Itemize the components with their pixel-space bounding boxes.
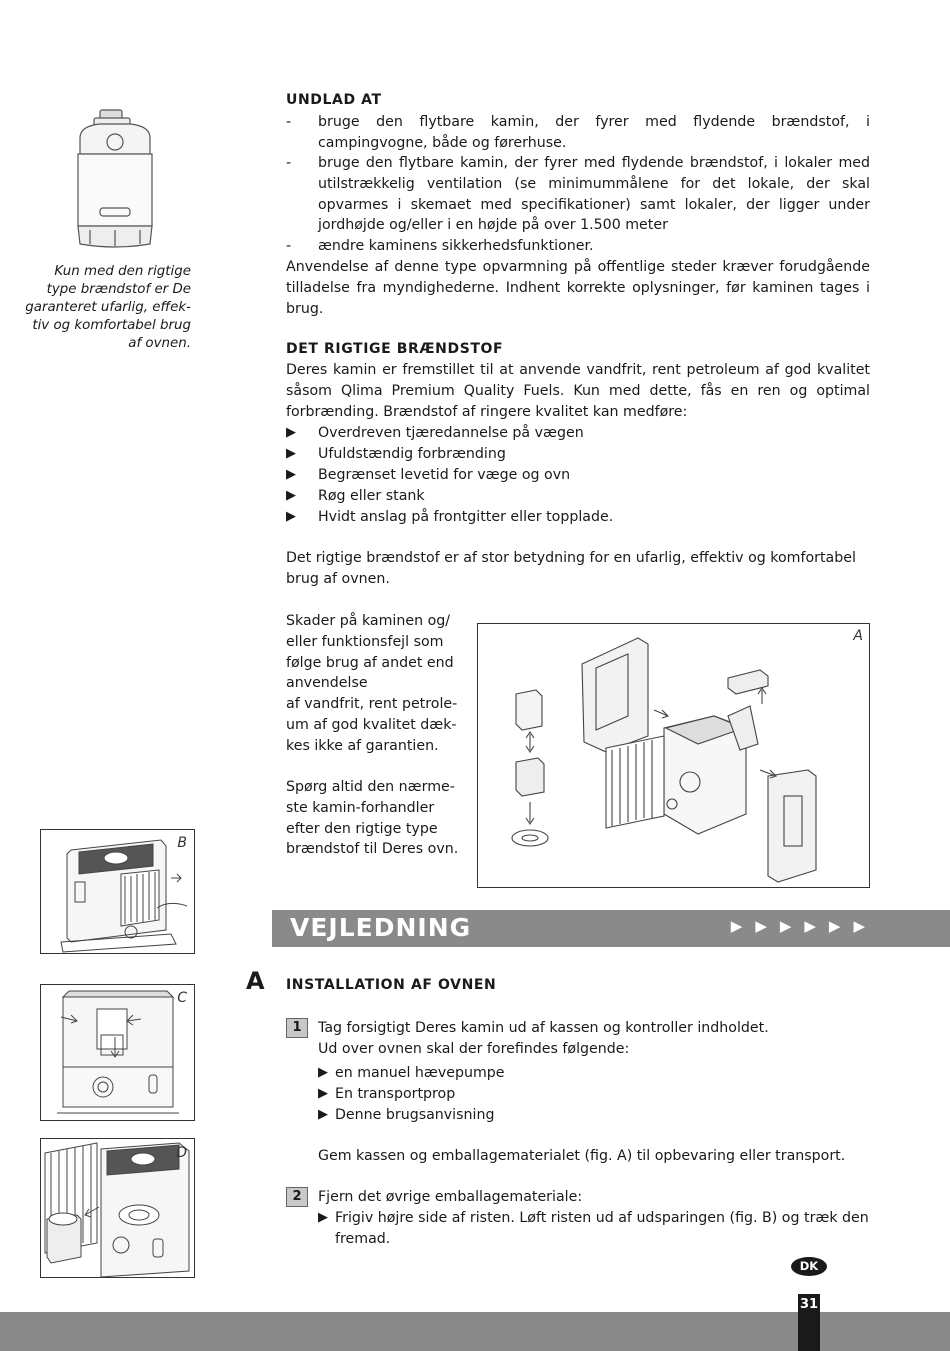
stove-top-diagram — [41, 985, 194, 1120]
grill-removal-diagram — [41, 830, 194, 953]
list-item: - ændre kaminens sikkerhedsfunktioner. — [286, 238, 594, 254]
public-use-paragraph: Anvendelse af denne type opvarmning på offentlige steder kræver forudgående tilladelse fra myndighederne. Indhent korrekte oplysninger, før kaminen tages i brug. — [286, 259, 870, 317]
fuel-note-paragraph: Det rigtige brændstof er af stor betydning for en ufarlig, effektiv og komfortabel brug af ovnen. — [286, 550, 856, 587]
section-letter: A — [246, 967, 265, 995]
banner-arrow-icons: ▶▶▶▶▶▶ — [730, 917, 878, 935]
step-number: 1 — [286, 1018, 308, 1038]
step-number: 2 — [286, 1187, 308, 1207]
figure-d-packaging-removal — [40, 1138, 195, 1278]
dealer-note: Spørg altid den nærme- ste kamin-forhandler efter den rigtige type brændstof til Deres ovn. — [286, 779, 459, 858]
figure-label: D — [176, 1145, 187, 1161]
language-badge: DK — [791, 1257, 827, 1276]
bullet-item: ▶ Ufuldstændig forbrænding — [286, 446, 506, 462]
step1-text: Tag forsigtigt Deres kamin ud af kassen og kontroller indholdet. Ud over ovnen skal der forefindes følgende: — [318, 1020, 769, 1057]
section-heading-fuel: DET RIGTIGE BRÆNDSTOF — [286, 341, 504, 357]
page-number: 31 — [798, 1294, 820, 1351]
list-item: ▶ Denne brugsanvisning — [318, 1107, 495, 1123]
vejledning-banner — [272, 910, 950, 947]
section-heading-installation: INSTALLATION AF OVNEN — [286, 977, 497, 993]
fuel-caption: Kun med den rigtige type brændstof er De garanteret ufarlig, effek- tiv og komfortabel brug af ovnen. — [25, 264, 191, 351]
step1-keep-note: Gem kassen og emballagematerialet (fig. A) til opbevaring eller transport. — [318, 1148, 846, 1164]
warranty-note: Skader på kaminen og/ eller funktionsfejl som følge brug af andet end anvendelse af vandfrit, rent petrole- um af god kvalitet dæk- kes ikke af garantien. — [286, 613, 458, 754]
figure-label: C — [177, 990, 187, 1006]
figure-label: B — [177, 835, 187, 851]
fuel-can-illustration — [70, 108, 160, 250]
bullet-item: ▶ Begrænset levetid for væge og ovn — [286, 467, 571, 483]
packaging-removal-diagram — [41, 1139, 194, 1277]
step2-text: Fjern det øvrige emballagemateriale: — [318, 1189, 583, 1205]
list-item: ▶ Frigiv højre side af risten. Løft risten ud af udsparingen (fig. B) og træk den fremad. — [318, 1210, 869, 1247]
figure-label: A — [853, 628, 863, 644]
bullet-item: ▶ Hvidt anslag på frontgitter eller topplade. — [286, 509, 614, 525]
figure-c-stove-top — [40, 984, 195, 1121]
list-item: - bruge den flytbare kamin, der fyrer med flydende brændstof, i campingvogne, både og førerhuse. — [286, 114, 870, 151]
banner-title: VEJLEDNING — [290, 913, 472, 942]
packaging-exploded-diagram — [478, 624, 869, 887]
list-item: ▶ En transportprop — [318, 1086, 456, 1102]
bullet-item: ▶ Røg eller stank — [286, 488, 425, 504]
bullet-item: ▶ Overdreven tjæredannelse på vægen — [286, 425, 584, 441]
fuel-intro-paragraph: Deres kamin er fremstillet til at anvende vandfrit, rent petroleum af god kvalitet såsom Qlima Premium Quality Fuels. Kun med dette, fås en ren og optimal forbrænding. Brændstof af ringere kvalitet kan medføre: — [286, 362, 870, 420]
section-heading-undlad: UNDLAD AT — [286, 92, 382, 108]
list-item: - bruge den flytbare kamin, der fyrer med flydende brændstof, i lokaler med utilstrækkelig ventilation (se minimummålene for det lokale, der skal opvarmes i skemaet med specifikationer) samt lokaler, der ligger under jordhøjde og/eller i en højde på over 1.500 meter — [286, 155, 870, 234]
list-item: ▶ en manuel hævepumpe — [318, 1065, 505, 1081]
figure-a-packaging — [477, 623, 870, 888]
figure-b-grill — [40, 829, 195, 954]
